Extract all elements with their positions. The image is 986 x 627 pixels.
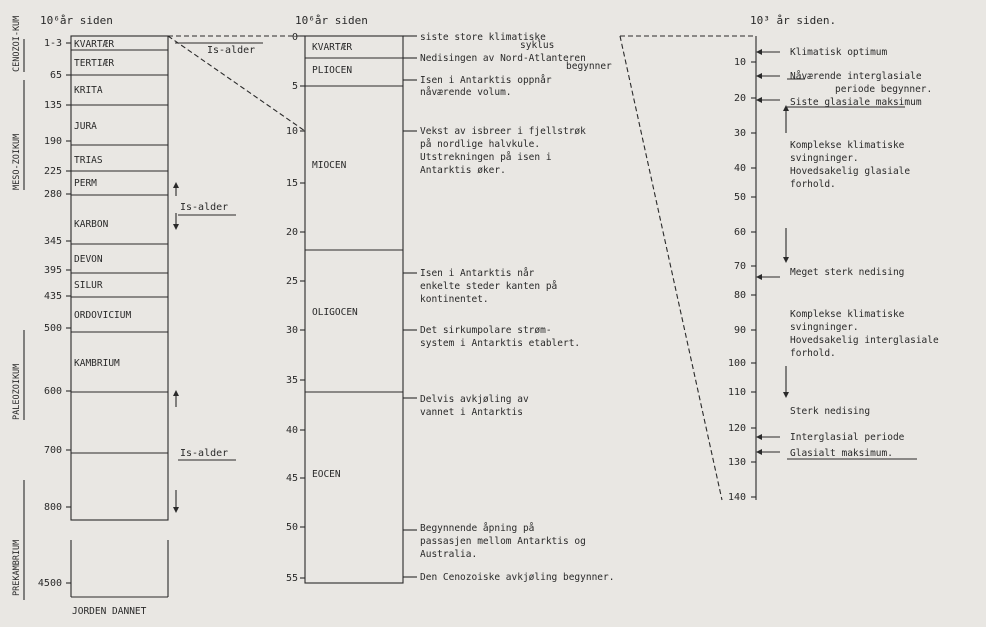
note-line: Sterk nedising — [790, 406, 871, 417]
right-tick-label: 60 — [733, 227, 746, 238]
note-line: Utstrekningen på isen i — [420, 152, 552, 163]
era-labels — [12, 16, 22, 596]
epoch-label: KVARTÆR — [312, 42, 353, 53]
note-line: nåværende volum. — [420, 87, 512, 98]
note-line: siste store klimatiske — [420, 32, 546, 43]
left-tick-label: 4500 — [37, 578, 62, 589]
left-tick-label: 395 — [43, 265, 62, 276]
note-line: Antarktis øker. — [420, 165, 506, 176]
note-line: Glasialt maksimum. — [790, 448, 893, 459]
note-line: Hovedsakelig glasiale — [790, 166, 911, 177]
left-period-labels — [74, 39, 131, 369]
right-tick-label: 110 — [727, 387, 746, 398]
left-tick-label: 225 — [43, 166, 62, 177]
right-header: 10³ år siden. — [750, 14, 837, 27]
middle-tick-label: 50 — [285, 522, 298, 533]
note-line: syklus — [520, 40, 555, 51]
left-tick-label: 1-3 — [43, 38, 62, 49]
middle-tick-label: 10 — [285, 126, 298, 137]
middle-tick-label: 40 — [285, 425, 298, 436]
epoch-label: PLIOCEN — [312, 65, 353, 76]
ice-age-label: Is-alder — [180, 202, 229, 213]
epoch-label: OLIGOCEN — [312, 307, 358, 318]
middle-tick-label: 35 — [285, 375, 298, 386]
middle-tick-label: 30 — [285, 325, 298, 336]
note-line: Begynnende åpning på — [420, 523, 535, 534]
right-tick-label: 90 — [733, 325, 746, 336]
left-tick-labels — [38, 38, 62, 589]
right-tick-label: 40 — [733, 163, 746, 174]
note-line: Vekst av isbreer i fjellstrøk — [420, 126, 586, 137]
left-tick-label: 500 — [43, 323, 62, 334]
period-label: TRIAS — [74, 155, 103, 166]
note-line: periode begynner. — [835, 84, 933, 95]
left-tick-label: 600 — [43, 386, 62, 397]
period-label: DEVON — [74, 254, 103, 265]
right-tick-label: 30 — [733, 128, 746, 139]
ice-age-label: Is-alder — [180, 448, 229, 459]
left-tick-label: 135 — [43, 100, 62, 111]
middle-notes — [420, 32, 614, 583]
period-label: JURA — [74, 121, 97, 132]
era-label: CENOZOI-KUM — [12, 15, 22, 72]
period-label: ORDOVICIUM — [74, 310, 132, 321]
middle-tick-label: 15 — [285, 178, 298, 189]
note-line: på nordlige halvkule. — [420, 139, 541, 150]
left-tick-label: 65 — [49, 70, 62, 81]
right-tick-label: 140 — [727, 492, 746, 503]
note-line: svingninger. — [790, 322, 859, 333]
era-label: PREKAMBRIUM — [12, 539, 22, 596]
left-tick-label: 190 — [43, 136, 62, 147]
note-line: kontinentet. — [420, 294, 489, 305]
right-tick-label: 70 — [733, 261, 746, 272]
note-line: system i Antarktis etablert. — [420, 338, 581, 349]
right-tick-label: 100 — [727, 358, 746, 369]
note-line: Nåværende interglasiale — [790, 71, 922, 82]
note-line: Australia. — [420, 549, 478, 560]
period-label: SILUR — [74, 280, 103, 291]
middle-tick-label: 25 — [285, 276, 298, 287]
period-label: KARBON — [74, 219, 109, 230]
middle-tick-label: 20 — [285, 227, 298, 238]
note-line: passasjen mellom Antarktis og — [420, 536, 586, 547]
left-column-box — [71, 36, 168, 520]
left-header: 10⁶år siden — [40, 14, 113, 27]
middle-tick-label: 55 — [285, 573, 298, 584]
note-line: Komplekse klimatiske — [790, 309, 905, 320]
middle-tick-label: 5 — [291, 81, 298, 92]
period-label: KAMBRIUM — [74, 358, 120, 369]
period-label: TERTIÆR — [74, 58, 115, 69]
left-footer: JORDEN DANNET — [72, 606, 147, 617]
left-tick-label: 435 — [43, 291, 62, 302]
era-label: PALEOZOIKUM — [12, 363, 22, 420]
right-tick-label: 10 — [733, 57, 746, 68]
note-line: Isen i Antarktis når — [420, 268, 535, 279]
right-tick-label: 130 — [727, 457, 746, 468]
right-tick-labels — [728, 57, 746, 503]
period-label: KVARTÆR — [74, 39, 115, 50]
right-tick-label: 50 — [733, 192, 746, 203]
note-line: Den Cenozoiske avkjøling begynner. — [420, 572, 615, 583]
right-tick-label: 80 — [733, 290, 746, 301]
middle-tick-label: 45 — [285, 473, 298, 484]
period-label: KRITA — [74, 85, 103, 96]
note-line: Klimatisk optimum — [790, 47, 888, 58]
middle-tick-label: 0 — [291, 32, 298, 43]
note-line: vannet i Antarktis — [420, 407, 523, 418]
note-line: Siste glasiale maksimum — [790, 97, 922, 108]
period-label: PERM — [74, 178, 97, 189]
note-line: begynner — [566, 61, 612, 72]
note-line: Hovedsakelig interglasiale — [790, 335, 939, 346]
era-label: MESO-ZOIKUM — [12, 133, 22, 190]
diagram-lines — [24, 36, 917, 600]
left-tick-label: 800 — [43, 502, 62, 513]
left-tick-label: 345 — [43, 236, 62, 247]
right-tick-label: 120 — [727, 423, 746, 434]
middle-header: 10⁶år siden — [295, 14, 368, 27]
epoch-label: MIOCEN — [312, 160, 347, 171]
left-tick-label: 280 — [43, 189, 62, 200]
note-line: Nedisingen av Nord-Atlanteren — [420, 53, 586, 64]
middle-tick-labels — [286, 32, 298, 584]
note-line: Meget sterk nedising — [790, 267, 905, 278]
ice-age-labels — [180, 45, 255, 459]
note-line: Isen i Antarktis oppnår — [420, 75, 552, 86]
right-notes — [790, 47, 939, 459]
note-line: svingninger. — [790, 153, 859, 164]
left-tick-label: 700 — [43, 445, 62, 456]
epoch-labels — [312, 42, 358, 480]
note-line: Komplekse klimatiske — [790, 140, 905, 151]
ice-age-label: Is-alder — [207, 45, 256, 56]
note-line: forhold. — [790, 179, 836, 190]
right-tick-label: 20 — [733, 93, 746, 104]
note-line: Interglasial periode — [790, 432, 905, 443]
note-line: enkelte steder kanten på — [420, 281, 558, 292]
epoch-label: EOCEN — [312, 469, 341, 480]
note-line: Det sirkumpolare strøm- — [420, 325, 552, 336]
note-line: Delvis avkjøling av — [420, 394, 529, 405]
note-line: forhold. — [790, 348, 836, 359]
